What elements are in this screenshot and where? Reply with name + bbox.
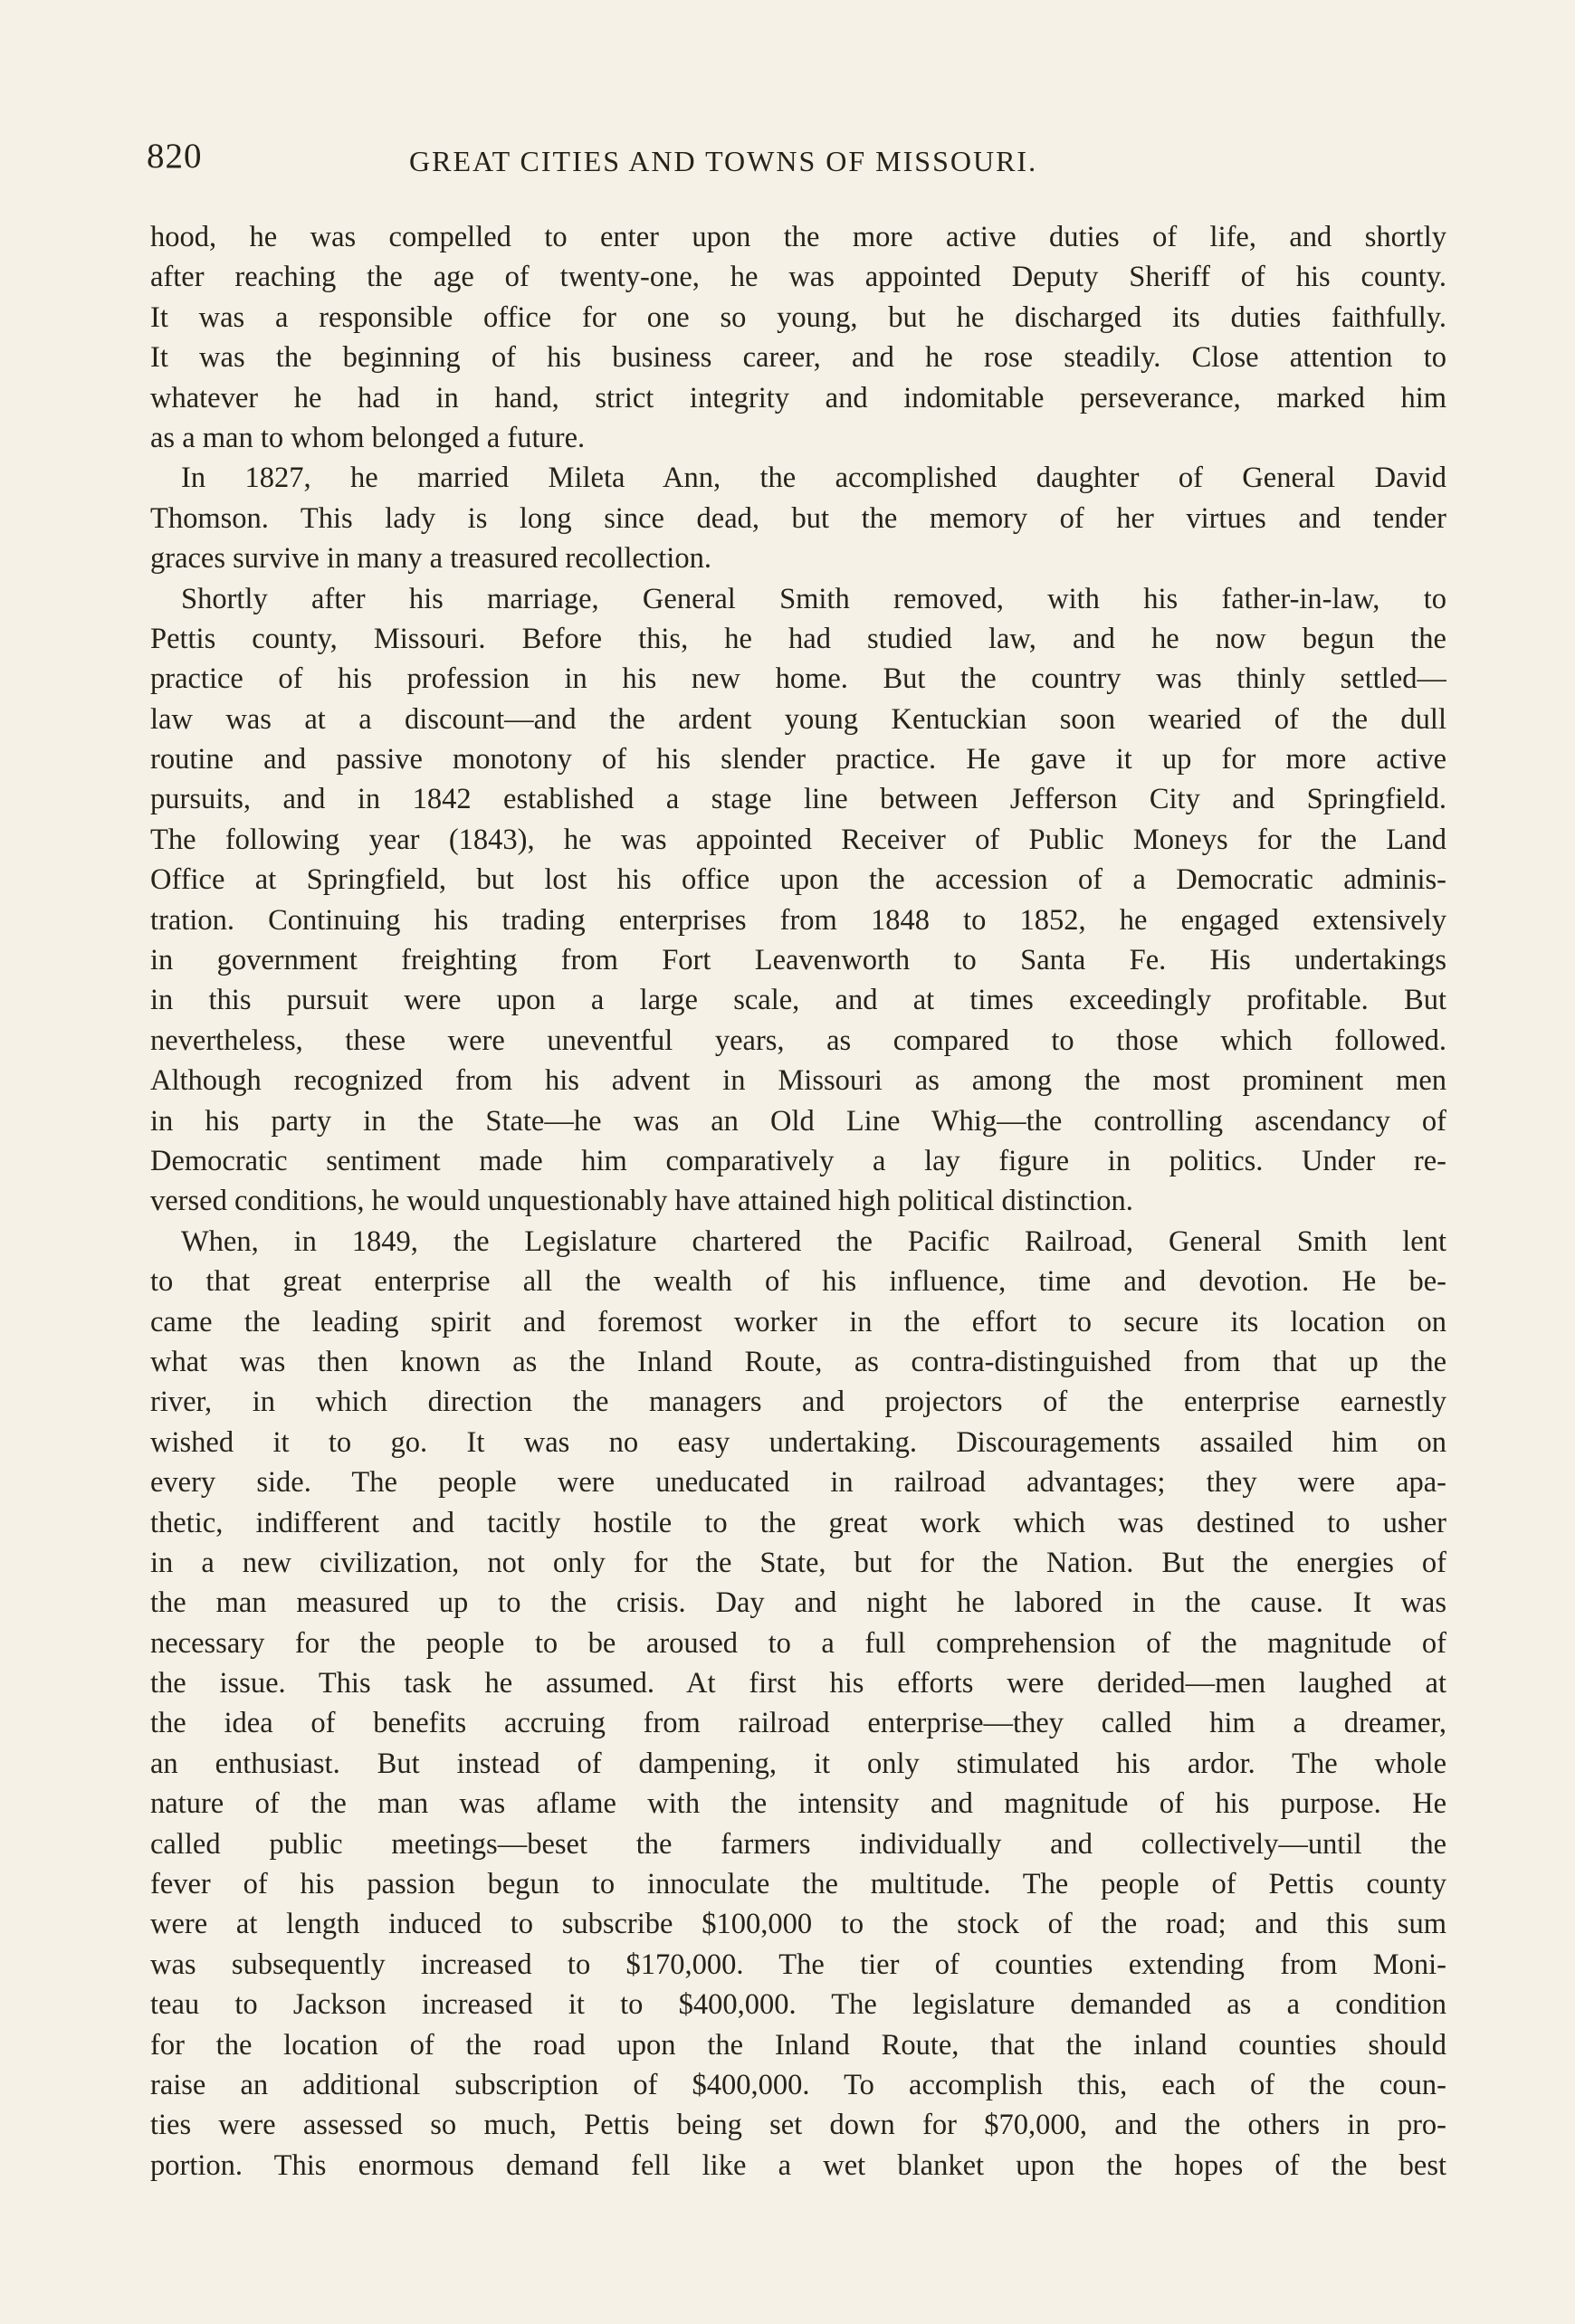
text-line: pursuits, and in 1842 established a stage line between Jefferson City and Springfield. [150,783,1446,816]
page-header [147,136,1450,190]
text-line: It was a responsible office for one so young, but he discharged its duties faithfully. [150,300,1446,334]
text-line: hood, he was compelled to enter upon the more active duties of life, and shortly [150,221,1446,253]
text-line: in a new civilization, not only for the State, but for the Nation. But the energies of [150,1546,1446,1579]
page-number: 820 [147,137,203,176]
text-line: Thomson. This lady is long since dead, but the memory of her virtues and tender [150,501,1446,535]
text-line: thetic, indifferent and tacitly hostile to the great work which was destined to usher [150,1506,1446,1539]
body-text [150,217,1446,2186]
text-line: every side. The people were uneducated in railroad advantages; they were apa- [150,1466,1446,1500]
text-line: wished it to go. It was no easy undertaking. Discouragements assailed him on [150,1425,1446,1459]
text-line: Pettis county, Missouri. Before this, he had studied law, and he now begun the [150,622,1446,655]
text-line: fever of his passion begun to innoculate the multitude. The people of Pettis county [150,1868,1446,1901]
text-line: an enthusiast. But instead of dampening, it only stimulated his ardor. The whole [150,1747,1446,1780]
text-line: nevertheless, these were uneventful years, as compared to those which followed. [150,1024,1446,1057]
text-line: to that great enterprise all the wealth of his influence, time and devotion. He be- [150,1265,1446,1299]
text-line: for the location of the road upon the Inland Route, that the inland counties should [150,2028,1446,2062]
text-line: In 1827, he married Mileta Ann, the accomplished daughter of General David [181,462,1446,495]
running-title: GREAT CITIES AND TOWNS OF MISSOURI. [409,145,1038,177]
text-line: in government freighting from Fort Leavenworth to Santa Fe. His undertakings [150,944,1446,977]
text-line: the idea of benefits accruing from railroad enterprise—they called him a dreamer, [150,1707,1446,1740]
text-line: portion. This enormous demand fell like a wet blanket upon the hopes of the best [150,2148,1446,2182]
text-line: versed conditions, he would unquestionably have attained high political distinction. [150,1185,1133,1218]
text-line: came the leading spirit and foremost worker in the effort to secure its location on [150,1305,1446,1338]
text-line: as a man to whom belonged a future. [150,421,586,454]
text-line: necessary for the people to be aroused to a full comprehension of the magnitude of [150,1626,1446,1660]
text-line: called public meetings—beset the farmers individually and collectively—until the [150,1827,1446,1861]
text-line: was subsequently increased to $170,000. The tier of counties extending from Moni- [150,1948,1446,1981]
text-line: tration. Continuing his trading enterprises from 1848 to 1852, he engaged extensively [150,903,1446,937]
text-line: Office at Springfield, but lost his office upon the accession of a Democratic adminis- [150,863,1446,897]
text-line: in this pursuit were upon a large scale, and at times exceedingly profitable. But [150,984,1446,1017]
text-line: were at length induced to subscribe $100,000 to the stock of the road; and this sum [150,1908,1446,1941]
text-line: nature of the man was aflame with the intensity and magnitude of his purpose. He [150,1787,1446,1821]
text-line: When, in 1849, the Legislature chartered the Pacific Railroad, General Smith lent [181,1224,1446,1258]
text-line: after reaching the age of twenty-one, he was appointed Deputy Sheriff of his county. [150,261,1446,294]
text-line: what was then known as the Inland Route, as contra-distinguished from that up the [150,1345,1446,1378]
text-line: in his party in the State—he was an Old Line Whig—the controlling ascendancy of [150,1104,1446,1138]
text-line: the issue. This task he assumed. At first his efforts were derided—men laughed at [150,1667,1446,1700]
text-line: Shortly after his marriage, General Smith removed, with his father-in-law, to [181,582,1446,615]
text-line: raise an additional subscription of $400,000. To accomplish this, each of the coun- [150,2068,1446,2101]
text-line: Although recognized from his advent in Missouri as among the most prominent men [150,1064,1446,1098]
text-line: law was at a discount—and the ardent young Kentuckian soon wearied of the dull [150,702,1446,736]
text-line: teau to Jackson increased it to $400,000. The legislature demanded as a condition [150,1988,1446,2022]
text-line: practice of his profession in his new home. But the country was thinly settled— [150,662,1446,696]
text-line: graces survive in many a treasured recollection. [150,542,711,576]
text-line: Democratic sentiment made him comparatively a lay figure in politics. Under re- [150,1144,1446,1177]
text-line: the man measured up to the crisis. Day and night he labored in the cause. It was [150,1586,1446,1620]
text-line: ties were assessed so much, Pettis being set down for $70,000, and the others in pro- [150,2109,1446,2142]
text-line: river, in which direction the managers and projectors of the enterprise earnestly [150,1386,1446,1419]
text-line: The following year (1843), he was appointed Receiver of Public Moneys for the Land [150,823,1446,856]
text-line: It was the beginning of his business career, and he rose steadily. Close attention to [150,341,1446,375]
text-line: whatever he had in hand, strict integrity and indomitable perseverance, marked him [150,381,1446,414]
text-line: routine and passive monotony of his slender practice. He gave it up for more active [150,743,1446,776]
